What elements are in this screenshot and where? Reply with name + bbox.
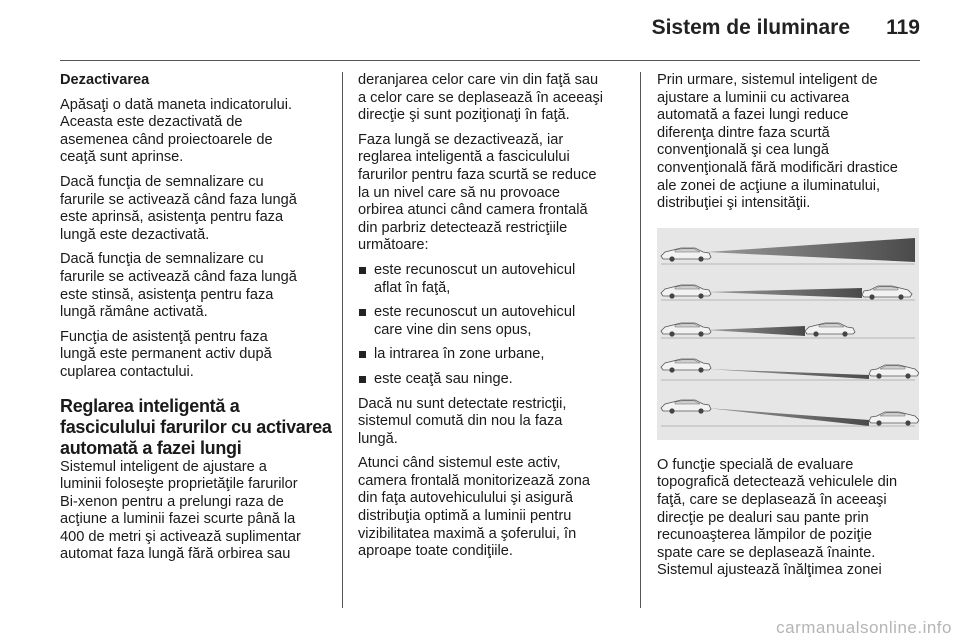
list-item (358, 262, 628, 297)
paragraph: Atunci când sistemul este activ, camera frontală monitorizează zona din faţa autovehiculului şi asigură distribuţia optimă a luminii pentru vizibilitatea maximă a şoferului, în aproape toate condiţiile. (358, 455, 590, 560)
watermark: carmanualsonline.info (776, 618, 952, 637)
list-item (358, 371, 628, 389)
scene-leading-vehicle (661, 285, 915, 300)
restriction-list (358, 262, 628, 389)
paragraph: Dacă funcţia de semnalizare cu farurile se activează când faza lungă este stinsă, asistenţa pentru faza lungă rămâne activată. (60, 251, 297, 321)
column-1 (60, 72, 332, 571)
list-item-text: este ceaţă sau ninge. (374, 370, 513, 387)
list-item-text: este recunoscut un autovehicul care vine din sens opus, (374, 304, 576, 338)
scene-same-direction-vehicle (661, 323, 915, 338)
scene-high-beam (661, 238, 915, 264)
page-header (0, 0, 960, 62)
paragraph: Sistemul inteligent de ajustare a luminii foloseşte proprietăţile farurilor Bi-xenon pentru a prelungi raza de acţiune a luminii fazei scurte până la 400 de metri şi activează suplimentar automat faza lungă fără orbirea sau (60, 458, 301, 563)
paragraph: Dacă nu sunt detectate restricţii, sistemul comută din nou la faza lungă. (358, 395, 567, 447)
bullet-square-icon (359, 309, 366, 316)
page-title: Sistem de iluminare (651, 16, 850, 39)
list-item (358, 304, 628, 339)
subheading-dezactivarea: Dezactivarea (60, 72, 150, 88)
column-divider-1 (342, 72, 343, 608)
list-item (358, 346, 628, 364)
list-item-text: este recunoscut un autovehicul aflat în faţă, (374, 261, 576, 296)
scene-urban-low-beam (661, 400, 919, 426)
bullet-square-icon (359, 267, 366, 274)
paragraph: Apăsaţi o dată maneta indicatorului. Aceasta este dezactivată de asemenea când proiectoarele de ceaţă sunt aprinse. (60, 96, 293, 166)
scene-oncoming-vehicle (661, 359, 919, 380)
paragraph: O funcţie specială de evaluare topografică detectează vehiculele din faţă, care se deplasează în aceeaşi direcţie pe dealuri sau pante prin recunoaşterea lămpilor de poziţie spate care se deplasează înainte. Sistemul ajustează înălţimea zonei (657, 456, 898, 579)
paragraph: Prin urmare, sistemul inteligent de ajustare a luminii cu activarea automată a fazei lungi reduce diferenţa dintre faza scurtă convenţională şi cea lungă convenţională fără modificări drastice ale zonei de acţiune a iluminatului, distribuţiei şi intensităţii. (657, 72, 898, 212)
beam-diagram-svg (657, 228, 919, 440)
bullet-square-icon (359, 376, 366, 383)
headlight-beam-illustration (657, 228, 919, 440)
paragraph: deranjarea celor care vin din faţă sau a celor care se deplasează în aceeaşi direcţie şi sunt poziţionaţi în faţă. (358, 72, 604, 124)
page-number: 119 (886, 16, 920, 39)
column-2 (358, 72, 628, 568)
column-3 (657, 72, 927, 587)
paragraph: Funcţia de asistenţă pentru faza lungă este permanent activ după cuplarea contactului. (60, 328, 272, 380)
paragraph: Faza lungă se dezactivează, iar reglarea inteligentă a fasciculului farurilor pentru faza scurtă se reduce la un nivel care să nu provoace orbirea atunci când camera frontală din parbriz detectează restricţiile următoare: (358, 131, 597, 254)
header-divider (60, 60, 920, 61)
bullet-square-icon (359, 351, 366, 358)
column-divider-2 (640, 72, 641, 608)
paragraph: Dacă funcţia de semnalizare cu farurile se activează când faza lungă este aprinsă, asistenţa pentru faza lungă este dezactivată. (60, 173, 297, 243)
list-item-text: la intrarea în zone urbane, (374, 346, 545, 363)
section-title: Reglarea inteligentă a fasciculului farurilor cu activarea automată a fazei lungi (60, 395, 332, 458)
